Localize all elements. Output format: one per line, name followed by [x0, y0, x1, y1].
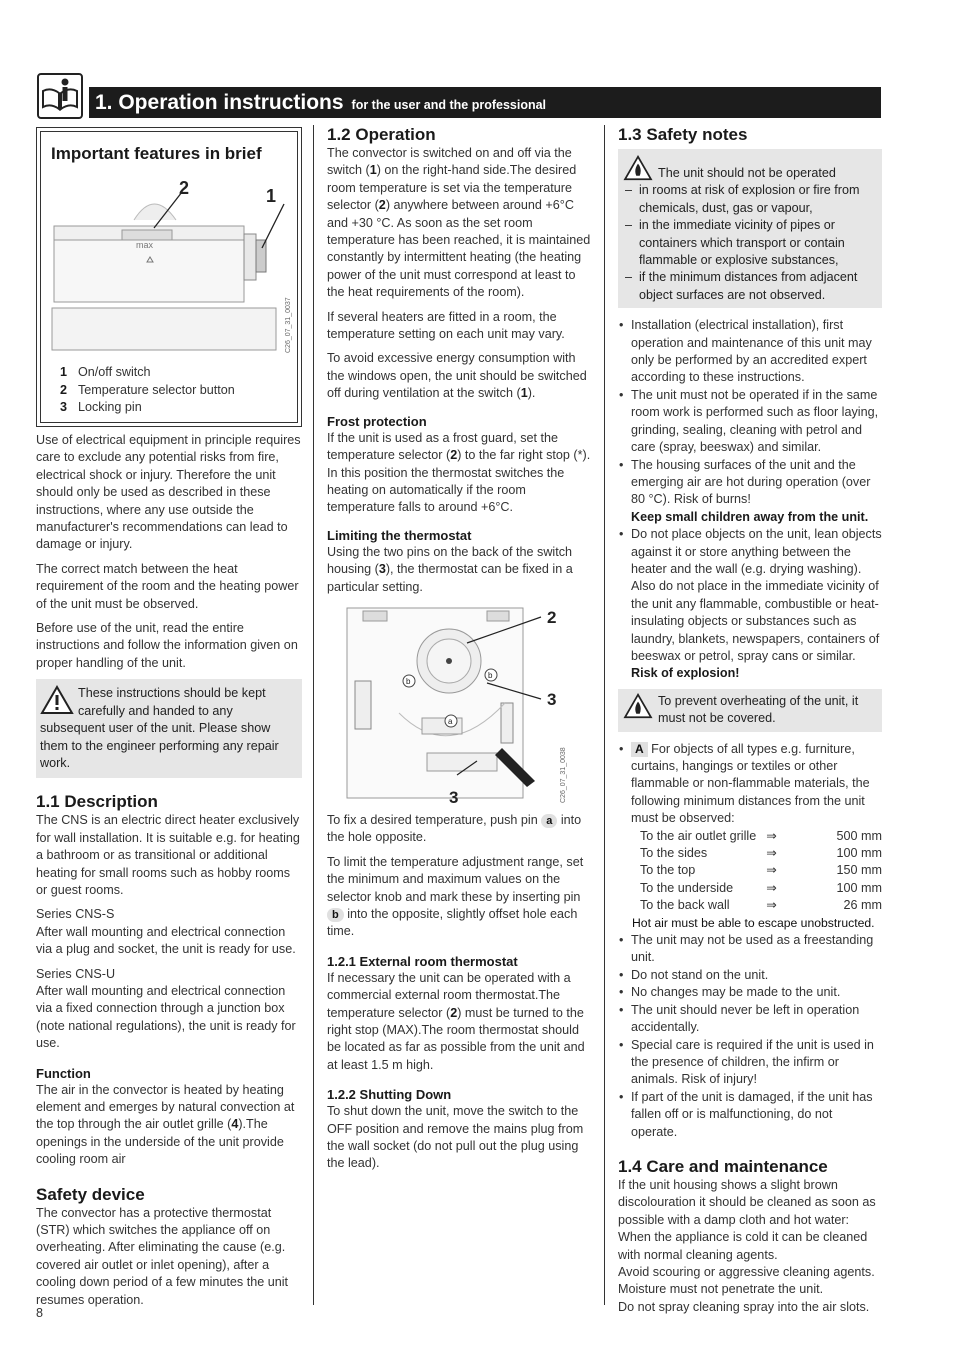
care-heading: 1.4 Care and maintenance	[618, 1156, 828, 1176]
list-item: • No changes may be made to the unit.	[618, 984, 882, 1001]
safety-bullets	[618, 317, 882, 683]
callout-2: 2	[547, 607, 557, 627]
list-item: • The housing surfaces of the unit and the emerging air are hot during operation (over 80 °C). Risk of burns! Keep small children away from the unit.	[618, 457, 882, 527]
pin-a-label: a	[448, 716, 453, 726]
series-cnsu-paragraph: After wall mounting and electrical connection via a fixed connection through a junction box (note national regulations), the unit is ready for use.	[36, 983, 296, 1051]
column-rule	[604, 125, 605, 1305]
column-1	[36, 127, 302, 1316]
list-item: – if the minimum distances from adjacent object surfaces are not observed.	[622, 269, 878, 304]
list-item: • The unit must not be operated if in the same room work is performed such as floor laying, grinding, sealing, cleaning with petrol and care (spray, beeswax) and similar.	[618, 387, 882, 457]
operation-paragraph: To avoid excessive energy consumption with the windows open, the unit should be switched off during ventilation at the switch (1).	[327, 351, 587, 401]
warning-text: To prevent overheating of the unit, it must not be covered.	[658, 693, 859, 726]
fire-warning-icon	[622, 693, 654, 719]
limit-range-paragraph: To limit the temperature adjustment range, set the minimum and maximum values on the selector knob and mark these by inserting pin b into the opposite, slightly offset hole each time.	[327, 854, 584, 939]
warning-triangle-icon	[40, 685, 74, 715]
warning-list	[622, 182, 878, 304]
description-heading: 1.1 Description	[36, 792, 158, 812]
series-cnss-paragraph: After wall mounting and electrical connection via a plug and socket, the unit is ready for use.	[36, 924, 296, 957]
image-code: C26_07_31_0037	[285, 297, 292, 353]
dial-label: max	[136, 240, 154, 250]
symbol-a-badge: A	[631, 742, 648, 757]
column-rule	[313, 125, 314, 1305]
section-header-bar	[89, 87, 881, 118]
operation-heading: 1.2 Operation	[327, 125, 436, 144]
intro-paragraph: The correct match between the heat requirement of the room and the heating power of the unit must be observed.	[36, 561, 299, 611]
pin-b-label: b	[488, 670, 493, 680]
table-row: To the back wall ⇒ 26 mm	[640, 898, 882, 913]
legend-item: 2 Temperature selector button	[60, 382, 235, 397]
pin-a-badge: a	[541, 814, 557, 828]
warning-box	[618, 149, 882, 308]
fix-temperature-paragraph: To fix a desired temperature, push pin a into the hole opposite.	[327, 812, 582, 845]
operation-paragraph: If several heaters are fitted in a room, the temperature setting on each unit may vary.	[327, 309, 565, 342]
function-heading: Function	[36, 1065, 91, 1081]
usage-bullets	[618, 932, 882, 1141]
list-item: – in the immediate vicinity of pipes or containers which transport or contain flammable or explosive substances,	[622, 217, 878, 269]
list-item: • If part of the unit is damaged, if the unit has fallen off or is malfunctioning, do not operate.	[618, 1089, 882, 1141]
fire-warning-icon	[622, 155, 654, 181]
page-subtitle: for the user and the professional	[351, 98, 547, 112]
legend-item: 3 Locking pin	[60, 400, 142, 414]
limiting-thermostat-heading: Limiting the thermostat	[327, 527, 472, 543]
list-item: • A For objects of all types e.g. furniture, curtains, hangings or textiles or other flammable or non-flammable materials, the following minimum distances from the unit must be observed:	[618, 741, 882, 828]
legend-item: 1 On/off switch	[60, 365, 151, 379]
function-paragraph: The air in the convector is heated by heating element and emerges by natural convection at the top through the air outlet grille (4).The openings in the underside of the unit provide cooling room air	[36, 1082, 295, 1167]
frost-protection-paragraph: If the unit is used as a frost guard, set the temperature selector (2) to the far right stop (*). In this position the thermostat switches the heating on automatically if the room temperature falls to around +6°C.	[327, 430, 591, 515]
series-cnsu-label: Series CNS-U	[36, 966, 116, 981]
features-box	[36, 127, 302, 427]
operation-paragraph: The convector is switched on and off via the switch (1) on the right-hand side.The desired room temperature is set via the temperature selector (2) anywhere between around +6°C and +30 °C. As soon as the set room temperature has been reached, it is maintained constantly by intermittent heating (the heating power of the unit must correspond at least to the heat requirements of the room).	[327, 146, 591, 300]
list-item: • Do not stand on the unit.	[618, 967, 882, 984]
callout-3: 3	[547, 689, 557, 709]
series-cnss-label: Series CNS-S	[36, 907, 115, 922]
features-title: Important features in brief	[51, 144, 262, 163]
table-row: To the underside ⇒ 100 mm	[640, 880, 882, 895]
reading-book-icon	[37, 73, 83, 119]
image-code: C26_07_31_0038	[560, 747, 567, 803]
heater-figure	[44, 168, 292, 373]
table-row: To the sides ⇒ 100 mm	[640, 846, 882, 861]
features-legend	[60, 364, 235, 417]
pin-b-badge: b	[327, 908, 344, 922]
distance-table	[618, 828, 882, 915]
limiting-thermostat-paragraph: Using the two pins on the back of the switch housing (3), the thermostat can be fixed in a particular setting.	[327, 544, 573, 594]
warning-box	[618, 689, 882, 732]
callout-2: 2	[179, 178, 190, 198]
callout-3: 3	[449, 787, 459, 807]
external-thermostat-heading: 1.2.1 External room thermostat	[327, 953, 518, 969]
page-number: 8	[36, 1306, 44, 1320]
warning-head: The unit should not be operated	[658, 166, 836, 180]
hot-air-note: Hot air must be able to escape unobstructed.	[632, 915, 875, 930]
safety-device-heading: Safety device	[36, 1184, 145, 1204]
pin-b-label: b	[406, 676, 411, 686]
table-row: To the air outlet grille ⇒ 500 mm	[640, 828, 882, 843]
list-item: • The unit may not be used as a freestanding unit.	[618, 932, 882, 967]
list-item: • Special care is required if the unit is used in the presence of children, the infirm or animals. Risk of injury!	[618, 1037, 882, 1089]
shutting-down-heading: 1.2.2 Shutting Down	[327, 1087, 452, 1103]
care-text: If the unit housing shows a slight brown discolouration it should be cleaned as soon as possible with a damp cloth and hot water: When the appliance is cold it can be cleaned with normal cleaning agents. Avoid scouring or aggressive cleaning agents. Moisture must not penetrate the unit. Do not spray cleaning spray into the air slots.	[618, 1177, 876, 1314]
intro-paragraph: Before use of the unit, read the entire instructions and follow the information given on proper handling of the unit.	[36, 621, 298, 670]
warning-box	[36, 679, 302, 778]
list-item: • Do not place objects on the unit, lean objects against it or store anything between the heater and the wall (e.g. drying washing). Also do not place in the immediate vicinity of the unit any flammable, combustible or heat-insulating objects or substances such as laundry, blankets, newspapers, containers of beeswax or petrol, spray cans or similar. Risk of explosion!	[618, 526, 882, 683]
list-item: • The unit should never be left in operation accidentally.	[618, 1002, 882, 1037]
distance-bullets	[618, 741, 882, 828]
thermostat-figure	[327, 603, 592, 808]
column-3	[618, 125, 882, 1316]
safety-device-paragraph: The convector has a protective thermostat (STR) which switches the appliance off on overheating. After eliminating the cause (e.g. covered air outlet or inlet opening), after a cooling down period of a few minutes the unit resumes operation.	[36, 1205, 289, 1307]
intro-paragraph: Use of electrical equipment in principle requires care to exclude any potential risks from fire, electrical shock or injury. Therefore the unit should only be used as described in these instructions, where any use outside the manufacturer's recommendations can lead to damage or injury.	[36, 433, 301, 552]
external-thermostat-paragraph: If necessary the unit can be operated with a commercial external room thermostat.The temperature selector (2) must be turned to the right stop (MAX).The room thermostat should be located as far as possible from the unit and at least 1.5 m high.	[327, 970, 585, 1072]
list-item: • Installation (electrical installation), first operation and maintenance of this unit may only be performed by an accredited expert according to these instructions.	[618, 317, 882, 387]
callout-1: 1	[266, 186, 277, 206]
safety-notes-heading: 1.3 Safety notes	[618, 125, 748, 144]
warning-text: These instructions should be kept carefully and handed to any subsequent user of the unit. Please show them to the engineer performing any repair work.	[40, 686, 279, 770]
page-title: 1. Operation instructions	[95, 91, 344, 114]
shutting-down-paragraph: To shut down the unit, move the switch to the OFF position and remove the mains plug from the wall socket (do not pull out the plug using the lead).	[327, 1104, 584, 1171]
frost-protection-heading: Frost protection	[327, 413, 427, 429]
column-2	[327, 125, 592, 1180]
description-paragraph: The CNS is an electric direct heater exclusively for wall installation. It is suitable e.g. for heating a bathroom or as transitional or additional heating for small rooms such as hobby rooms or guest rooms.	[36, 813, 300, 897]
table-row: To the top ⇒ 150 mm	[640, 863, 882, 878]
list-item: – in rooms at risk of explosion or fire from chemicals, dust, gas or vapour,	[622, 182, 878, 217]
